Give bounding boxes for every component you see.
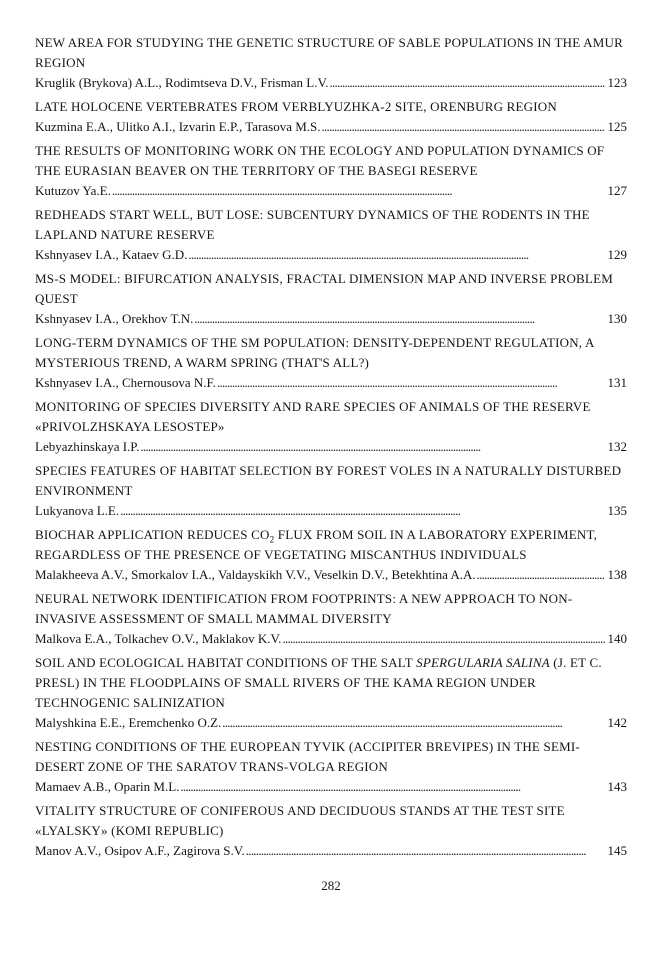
toc-entry <box>35 737 627 797</box>
entry-author-line <box>35 373 627 393</box>
entry-title: REDHEADS START WELL, BUT LOSE: SUBCENTURY DYNAMICS OF THE RODENTS IN THE LAPLAND NATURE RESERVE <box>35 207 590 242</box>
dotted-leader <box>217 373 605 393</box>
entry-page-number: 140 <box>607 631 627 646</box>
entry-title: MONITORING OF SPECIES DIVERSITY AND RARE SPECIES OF ANIMALS OF THE RESERVE «PRIVOLZHSKAYA LESOSTEP» <box>35 399 591 434</box>
dotted-leader <box>112 181 605 201</box>
dotted-leader <box>140 437 604 457</box>
toc-entry <box>35 653 627 733</box>
entry-title: MS-S MODEL: BIFURCATION ANALYSIS, FRACTAL DIMENSION MAP AND INVERSE PROBLEM QUEST <box>35 271 613 306</box>
entry-authors: Kshnyasev I.A., Orekhov T.N. <box>35 311 194 326</box>
toc-entry <box>35 205 627 265</box>
entry-authors: Lebyazhinskaya I.P. <box>35 439 140 454</box>
dotted-leader <box>477 565 605 585</box>
toc-entry <box>35 269 627 329</box>
toc-entry <box>35 525 627 585</box>
dotted-leader <box>180 777 604 797</box>
toc-entry <box>35 397 627 457</box>
entry-author-line <box>35 629 627 649</box>
entry-author-line <box>35 73 627 93</box>
entry-author-line <box>35 309 627 329</box>
entry-authors: Mamaev A.B., Oparin M.L. <box>35 779 180 794</box>
entry-author-line <box>35 565 627 585</box>
entry-page-number: 131 <box>607 375 627 390</box>
entry-authors: Kshnyasev I.A., Kataev G.D. <box>35 247 188 262</box>
entry-author-line <box>35 713 627 733</box>
footer-page-number: 282 <box>321 878 341 893</box>
entry-title: LONG-TERM DYNAMICS OF THE SM POPULATION: DENSITY-DEPENDENT REGULATION, A MYSTERIOUS TREND, A WARM SPRING (THAT'S ALL?) <box>35 335 594 370</box>
toc-list <box>35 33 627 861</box>
dotted-leader <box>188 245 604 265</box>
entry-title: BIOCHAR APPLICATION REDUCES $CO_2$ FLUX FROM SOIL IN A LABORATORY EXPERIMENT, REGARDLESS OF THE PRESENCE OF VEGETATING MISCANTHUS INDIVIDUALS <box>35 527 598 562</box>
entry-page-number: 130 <box>607 311 627 326</box>
entry-authors: Kuzmina E.A., Ulitko A.I., Izvarin E.P., Tarasova M.S. <box>35 119 321 134</box>
entry-page-number: 123 <box>607 75 627 90</box>
dotted-leader <box>194 309 604 329</box>
entry-authors: Kruglik (Brykova) A.L., Rodimtseva D.V., Frisman L.V. <box>35 75 329 90</box>
entry-page-number: 132 <box>607 439 627 454</box>
entry-page-number: 125 <box>607 119 627 134</box>
entry-author-line <box>35 777 627 797</box>
entry-page-number: 143 <box>607 779 627 794</box>
dotted-leader <box>282 629 604 649</box>
toc-entry <box>35 33 627 93</box>
entry-title: THE RESULTS OF MONITORING WORK ON THE ECOLOGY AND POPULATION DYNAMICS OF THE EURASIAN BEAVER ON THE TERRITORY OF THE BASEGI RESERVE <box>35 143 605 178</box>
entry-title: SPECIES FEATURES OF HABITAT SELECTION BY FOREST VOLES IN A NATURALLY DISTURBED ENVIRONMENT <box>35 463 622 498</box>
entry-title: SOIL AND ECOLOGICAL HABITAT CONDITIONS OF THE SALT SPERGULARIA SALINA (J. ET C. PRESL) IN THE FLOODPLAINS OF SMALL RIVERS OF THE KAMA REGION UNDER TECHNOGENIC SALINIZATION <box>35 655 602 710</box>
entry-author-line <box>35 245 627 265</box>
dotted-leader <box>120 501 604 521</box>
toc-entry <box>35 97 627 137</box>
entry-page-number: 127 <box>607 183 627 198</box>
toc-entry <box>35 141 627 201</box>
entry-authors: Malyshkina E.E., Eremchenko O.Z. <box>35 715 222 730</box>
toc-entry <box>35 801 627 861</box>
dotted-leader <box>222 713 604 733</box>
entry-title: NEW AREA FOR STUDYING THE GENETIC STRUCTURE OF SABLE POPULATIONS IN THE AMUR REGION <box>35 35 623 70</box>
entry-authors: Malakheeva A.V., Smorkalov I.A., Valdayskikh V.V., Veselkin D.V., Betekhtina A.A. <box>35 567 476 582</box>
dotted-leader <box>329 73 604 93</box>
entry-authors: Kshnyasev I.A., Chernousova N.F. <box>35 375 216 390</box>
entry-page-number: 135 <box>607 503 627 518</box>
dotted-leader <box>246 841 605 861</box>
toc-entry <box>35 461 627 521</box>
entry-title: VITALITY STRUCTURE OF CONIFEROUS AND DECIDUOUS STANDS AT THE TEST SITE «LYALSKY» (KOMI REPUBLIC) <box>35 803 565 838</box>
dotted-leader <box>322 117 605 137</box>
entry-authors: Kutuzov Ya.E. <box>35 183 111 198</box>
toc-entry <box>35 589 627 649</box>
entry-author-line <box>35 501 627 521</box>
entry-authors: Malkova E.A., Tolkachev O.V., Maklakov K.V. <box>35 631 282 646</box>
entry-page-number: 145 <box>607 843 627 858</box>
entry-author-line <box>35 181 627 201</box>
entry-author-line <box>35 437 627 457</box>
entry-page-number: 138 <box>607 567 627 582</box>
entry-page-number: 142 <box>607 715 627 730</box>
entry-title: NEURAL NETWORK IDENTIFICATION FROM FOOTPRINTS: A NEW APPROACH TO NON-INVASIVE ASSESSMENT OF SMALL MAMMAL DIVERSITY <box>35 591 573 626</box>
toc-entry <box>35 333 627 393</box>
entry-title: LATE HOLOCENE VERTEBRATES FROM VERBLYUZHKA-2 SITE, ORENBURG REGION <box>35 99 557 114</box>
entry-title: NESTING CONDITIONS OF THE EUROPEAN TYVIK (ACCIPITER BREVIPES) IN THE SEMI-DESERT ZONE OF THE SARATOV TRANS-VOLGA REGION <box>35 739 580 774</box>
entry-author-line <box>35 841 627 861</box>
entry-authors: Manov A.V., Osipov A.F., Zagirova S.V. <box>35 843 245 858</box>
entry-author-line <box>35 117 627 137</box>
entry-authors: Lukyanova L.E. <box>35 503 120 518</box>
entry-page-number: 129 <box>607 247 627 262</box>
